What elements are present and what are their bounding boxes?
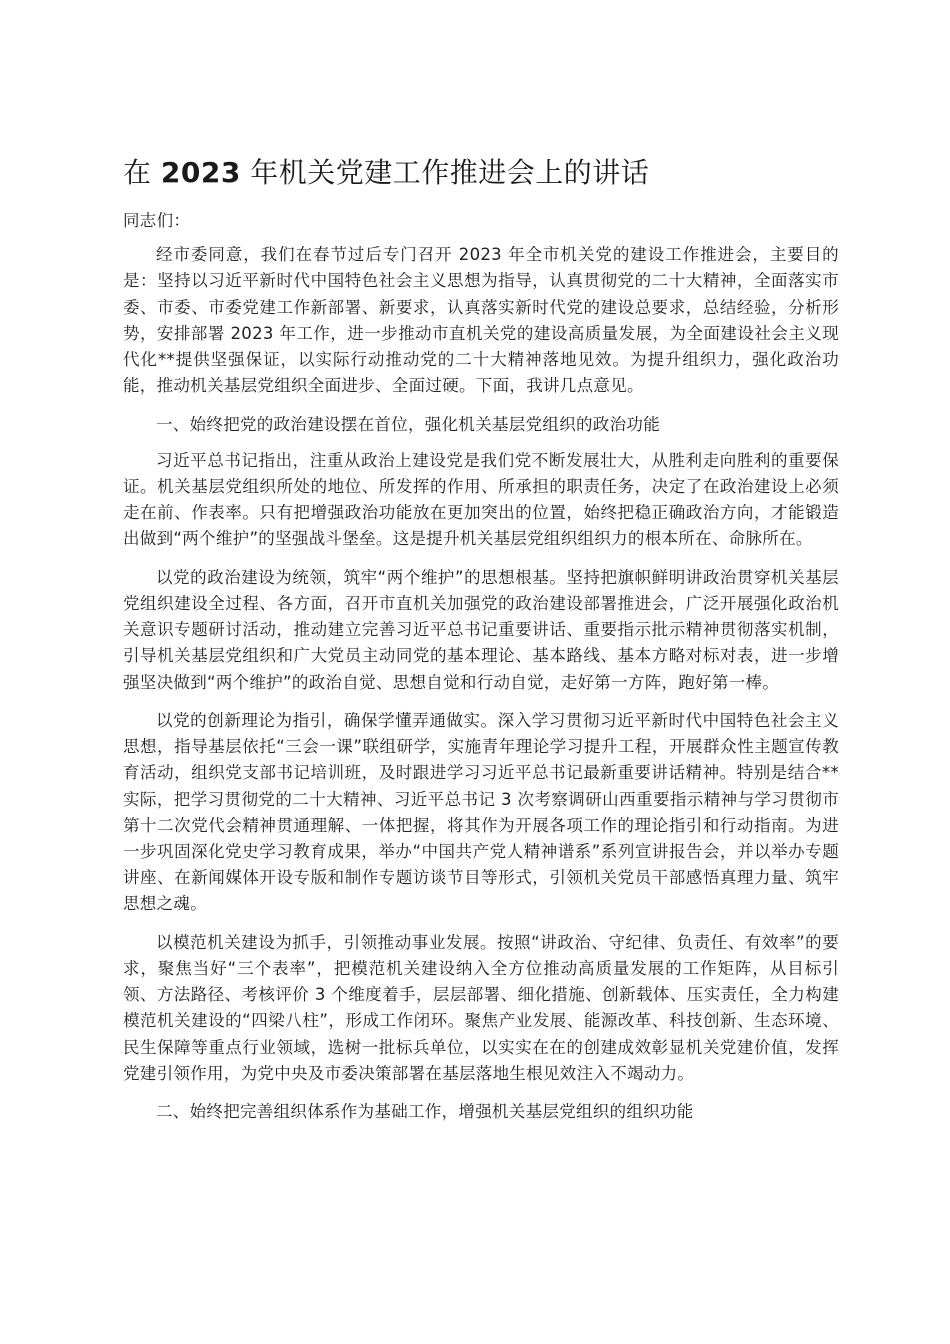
paragraph-3: 以党的创新理论为指引，确保学懂弄通做实。深入学习贯彻习近平新时代中国特色社会主义思想，指导基层依托“三会一课”联组研学，实施青年理论学习提升工程，开展群众性主题宣传教育活动，组织党支部书记培训班，及时跟进学习习近平总书记最新重要讲话精神。特别是结合**实际，把学习贯彻党的二十大精神、习近平总书记 3 次考察调研山西重要指示精神与学习贯彻市第十二次党代会精神贯通理解、一体把握，将其作为开展各项工作的理论指引和行动指南。为进一步巩固深化党史学习教育成果，举办“中国共产党人精神谱系”系列宣讲报告会，并以举办专题讲座、在新闻媒体开设专版和制作专题访谈节目等形式，引领机关党员干部感悟真理力量、筑牢思想之魂。 [123,711,839,914]
section-heading-2: 二、始终把完善组织体系作为基础工作，增强机关基层党组织的组织功能 [156,1102,694,1122]
paragraph-2-body: 坚持把旗帜鲜明讲政治贯穿机关基层党组织建设全过程、各方面，召开市直机关加强党的政治建设部署推进会，广泛开展强化政治机关意识专题研讨活动，推动建立完善习近平总书记重要讲话、重要指示批示精神贯彻落实机制，引导机关基层党组织和广大党员主动同党的基本理论、基本路线、基本方略对标对表，进一步增强坚决做到“两个维护”的政治自觉、思想自觉和行动自觉，走好第一方阵，跑好第一棒。 [123,567,839,692]
intro-paragraph: 经市委同意，我们在春节过后专门召开 2023 年全市机关党的建设工作推进会，主要目的是：坚持以习近平新时代中国特色社会主义思想为指导，认真贯彻党的二十大精神，全面落实市委、市委、市委党建工作新部署、新要求，认真落实新时代党的建设总要求，总结经验，分析形势，安排部署 2023 年工作，进一步推动市直机关党的建设高质量发展，为全面建设社会主义现代化**提供坚强保证，以实际行动推动党的二十大精神落地见效。为提升组织力，强化政治功能，推动机关基层党组织全面进步、全面过硬。下面，我讲几点意见。 [123,245,839,396]
paragraph-4: 以模范机关建设为抓手，引领推动事业发展。按照“讲政治、守纪律、负责任、有效率”的要求，聚焦当好“三个表率”，把模范机关建设纳入全方位推动高质量发展的工作矩阵，从目标引领、方法路径、考核评价 3 个维度着手，层层部署、细化措施、创新载体、压实责任，全力构建模范机关建设的“四梁八柱”，形成工作闭环。聚焦产业发展、能源改革、科技创新、生态环境、民生保障等重点行业领域，选树一批标兵单位，以实实在在的创建成效彰显机关党建价值，发挥党建引领作用，为党中央及市委决策部署在基层落地生根见效注入不竭动力。 [123,932,839,1083]
paragraph-2 [123,565,839,696]
paragraph-2-lead: 以党的政治建设为统领，筑牢“两个维护”的思想根基。 [156,567,567,587]
document-body [123,208,839,1135]
paragraph-1: 习近平总书记指出，注重从政治上建设党是我们党不断发展壮大，从胜利走向胜利的重要保证。机关基层党组织所处的地位、所发挥的作用、所承担的职责任务，决定了在政治建设上必须走在前、作表率。只有把增强政治功能放在更加突出的位置，始终把稳正确政治方向，才能锻造出做到“两个维护”的坚强战斗堡垒。这是提升机关基层党组织组织力的根本所在、命脉所在。 [123,450,839,549]
title-year: 2023 [160,156,241,189]
salutation: 同志们： [123,211,191,230]
title-prefix: 在 [123,156,161,189]
document-title [123,151,843,195]
section-heading-1: 一、始终把党的政治建设摆在首位，强化机关基层党组织的政治功能 [156,414,660,434]
title-suffix: 年机关党建工作推进会上的讲话 [240,156,650,189]
